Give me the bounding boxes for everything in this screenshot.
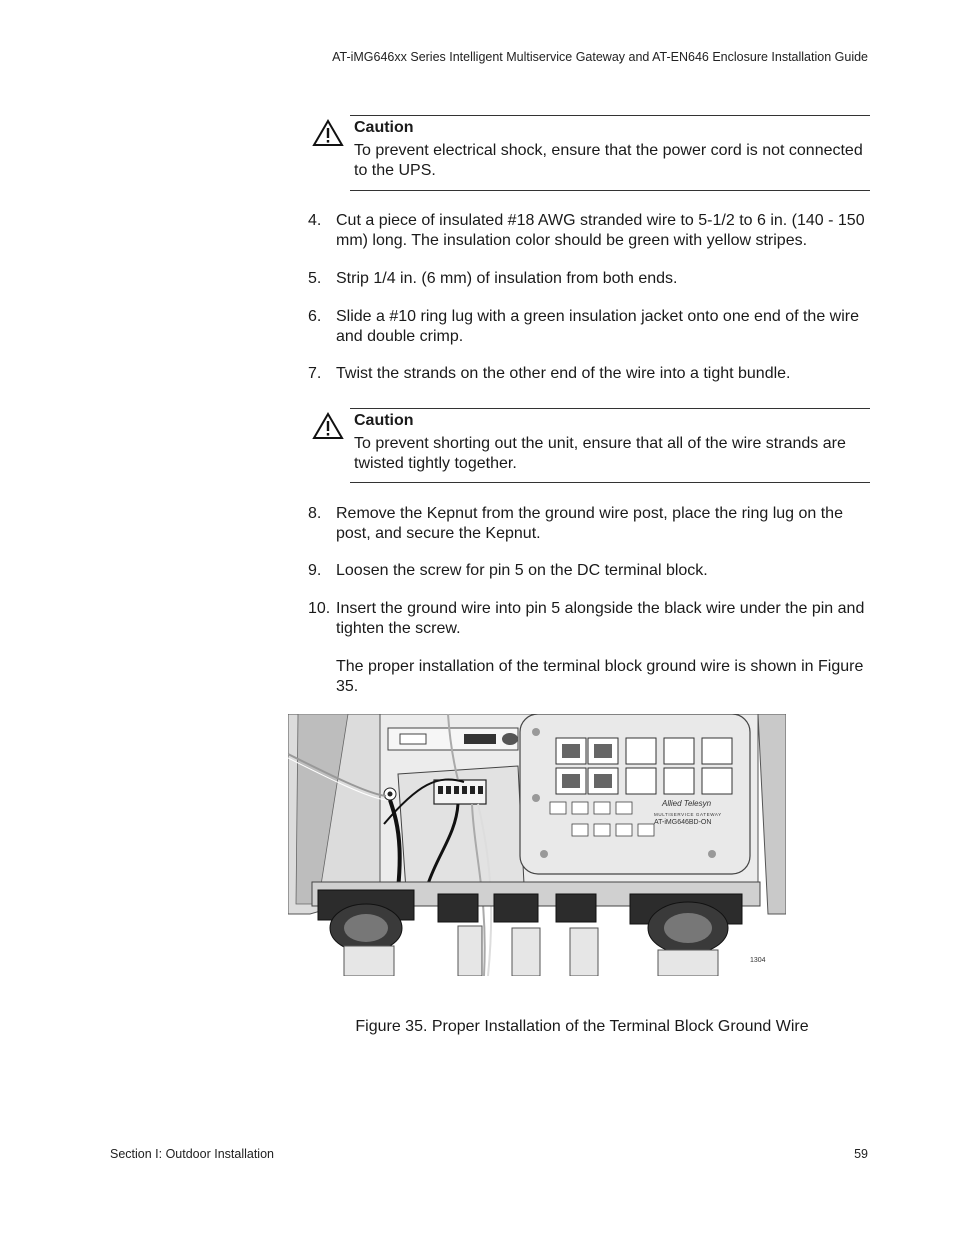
footer-section: Section I: Outdoor Installation	[110, 1147, 274, 1161]
step-text: Slide a #10 ring lug with a green insulation jacket onto one end of the wire and double crimp.	[336, 308, 860, 345]
step-text: Strip 1/4 in. (6 mm) of insulation from both ends.	[336, 270, 678, 287]
caution-box-power	[310, 115, 870, 191]
step-5	[308, 269, 874, 289]
step-number: 4.	[308, 212, 322, 229]
running-header: AT-iMG646xx Series Intelligent Multiservice Gateway and AT-EN646 Enclosure Installation Guide	[332, 50, 868, 64]
step-number: 7.	[308, 365, 322, 382]
caution-top-rule	[350, 408, 870, 409]
figure-model-label: AT-iMG646BD-ON	[654, 819, 712, 826]
step-8	[308, 504, 874, 544]
step-number: 8.	[308, 505, 322, 522]
step-4	[308, 211, 874, 251]
step-number: 9.	[308, 562, 322, 579]
figure-id-label: 1304	[750, 957, 766, 964]
step-9	[308, 561, 874, 581]
step-6	[308, 307, 874, 347]
caution-top-rule	[350, 115, 870, 116]
step-text: Remove the Kepnut from the ground wire post, place the ring lug on the post, and secure the Kepnut.	[336, 505, 843, 542]
caution-bottom-rule	[350, 482, 870, 483]
step-text: Insert the ground wire into pin 5 alongside the black wire under the pin and tighten the screw.	[336, 600, 865, 637]
figure-device-line-label: MULTISERVICE GATEWAY	[654, 812, 722, 817]
step-text: Twist the strands on the other end of the wire into a tight bundle.	[336, 365, 791, 382]
step-7	[308, 364, 874, 384]
step-number: 5.	[308, 270, 322, 287]
step-text: Loosen the screw for pin 5 on the DC terminal block.	[336, 562, 708, 579]
figure-reference-note: The proper installation of the terminal block ground wire is shown in Figure 35.	[336, 658, 864, 695]
figure-brand-label: Allied Telesyn	[662, 799, 712, 808]
step-number: 10.	[308, 600, 331, 617]
enclosure-illustration	[288, 714, 786, 976]
warning-triangle-icon	[312, 412, 344, 440]
step-10	[308, 599, 874, 639]
figure-caption: Figure 35. Proper Installation of the Terminal Block Ground Wire	[355, 1018, 809, 1035]
footer-page-number: 59	[854, 1147, 868, 1161]
caution-title: Caution	[354, 119, 414, 136]
step-text: Cut a piece of insulated #18 AWG stranded wire to 5-1/2 to 6 in. (140 - 150 mm) long. The insulation color should be green with yellow stripes.	[336, 212, 865, 249]
caution-body: To prevent shorting out the unit, ensure that all of the wire strands are twisted tightly together.	[354, 435, 846, 472]
terminal-block-figure	[288, 714, 786, 976]
caution-box-shorting	[310, 408, 870, 483]
caution-bottom-rule	[350, 190, 870, 191]
caution-body: To prevent electrical shock, ensure that the power cord is not connected to the UPS.	[354, 142, 863, 179]
caution-title: Caution	[354, 412, 414, 429]
step-number: 6.	[308, 308, 322, 325]
warning-triangle-icon	[312, 119, 344, 147]
